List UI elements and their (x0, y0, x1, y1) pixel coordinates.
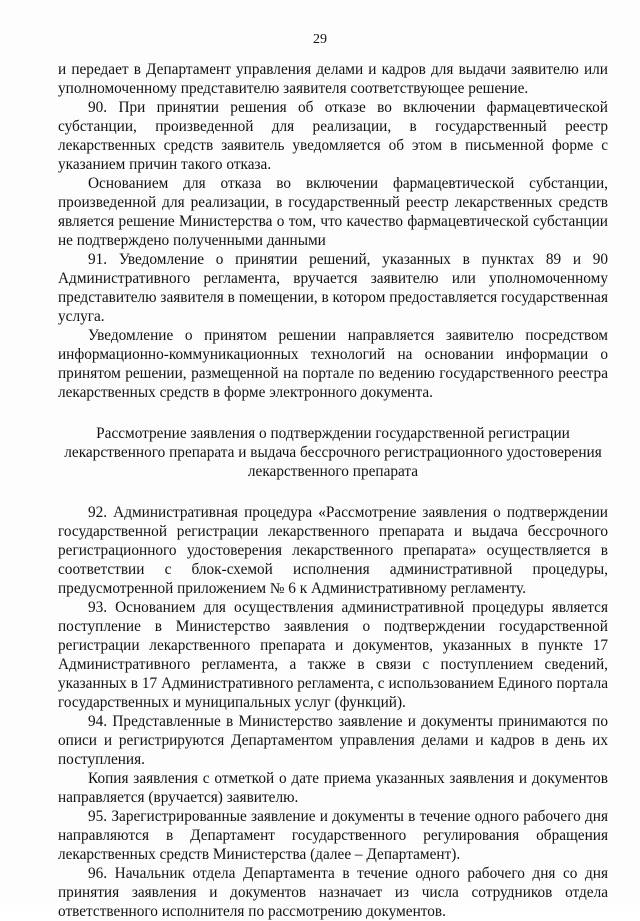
paragraph-93: 93. Основанием для осуществления административной процедуры является поступление в Министерство заявления о подтверждении государственной регистрации лекарственного препарата и документов, указанных в пункте 17 Административного регламента, а также в связи с поступлением сведений, указанных в 17 Административного регламента, с использованием Единого портала государственных и муниципальных услуг (функций). (58, 599, 608, 711)
paragraph: Основанием для отказа во включении фармацевтической субстанции, произведенной для реализации, в государственный реестр лекарственных средств является решение Министерства о том, что качество фармацевтической субстанции не подтверждено полученными данными (58, 175, 608, 249)
paragraph: Уведомление о принятом решении направляется заявителю посредством информационно-коммуникационных технологий на основании информации о принятом решении, размещенной на портале по ведению государственного реестра лекарственных средств в форме электронного документа. (58, 327, 608, 401)
section-heading-line: Рассмотрение заявления о подтверждении государственной регистрации (96, 425, 570, 442)
paragraph: Копия заявления с отметкой о дате приема указанных заявления и документов направляется (вручается) заявителю. (58, 770, 608, 806)
paragraph-92: 92. Административная процедура «Рассмотрение заявления о подтверждении государственной регистрации лекарственного препарата и выдача бессрочного регистрационного удостоверения лекарственного препарата» осуществляется в соответствии с блок-схемой исполнения административной процедуры, предусмотренной приложением № 6 к Административному регламенту. (58, 504, 608, 597)
paragraph-91: 91. Уведомление о принятии решений, указанных в пунктах 89 и 90 Административного регламента, вручается заявителю или уполномоченному представителю заявителя в помещении, в котором предоставляется государственная услуга. (58, 251, 608, 325)
section-heading-line: лекарственного препарата (247, 463, 419, 480)
section-heading-line: лекарственного препарата и выдача бессрочного регистрационного удостоверения (64, 444, 602, 461)
paragraph-95: 95. Зарегистрированные заявление и документы в течение одного рабочего дня направляются в Департамент государственного регулирования обращения лекарственных средств Министерства (далее – Департамент). (58, 808, 608, 863)
page-number: 29 (313, 32, 327, 47)
section-heading (58, 424, 608, 481)
paragraph-90: 90. При принятии решения об отказе во включении фармацевтической субстанции, произведенной для реализации, в государственный реестр лекарственных средств заявитель уведомляется об этом в письменной форме с указанием причин такого отказа. (58, 99, 608, 173)
paragraph-94: 94. Представленные в Министерство заявление и документы принимаются по описи и регистрируются Департаментом управления делами и кадров в день их поступления. (58, 713, 608, 768)
paragraph-96: 96. Начальник отдела Департамента в течение одного рабочего дня со дня принятия заявления и документов назначает из числа сотрудников отдела ответственного исполнителя по рассмотрению документов. (58, 865, 608, 920)
paragraph: и передает в Департамент управления делами и кадров для выдачи заявителю или уполномоченному представителю заявителя соответствующее решение. (58, 61, 608, 97)
document-body (58, 60, 608, 921)
